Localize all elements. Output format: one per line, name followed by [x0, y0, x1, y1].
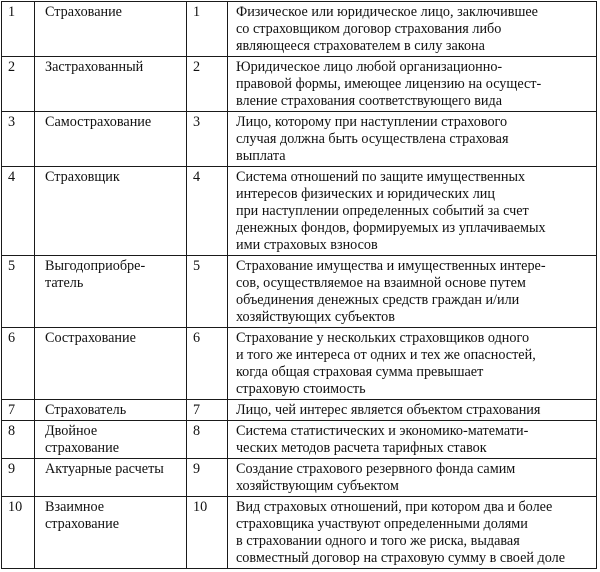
term-line: Взаимное: [45, 499, 105, 515]
term-cell: [35, 112, 187, 167]
definition-line: при наступлении определенных событий за счет: [236, 203, 529, 219]
table-row: [2, 167, 597, 256]
definition-line: Страхование имущества и имущественных интере-: [236, 258, 546, 274]
definition-line: Физическое или юридическое лицо, заключившее: [236, 4, 538, 20]
definition-line: объединения денежных средств граждан и/или: [236, 292, 520, 308]
term-line: Самострахование: [45, 114, 152, 130]
term-number: 1: [2, 2, 35, 57]
table-row: [2, 497, 597, 569]
definition-cell: [228, 2, 597, 57]
table-row: [2, 256, 597, 328]
term-cell: [35, 421, 187, 459]
term-number: 7: [2, 400, 35, 421]
definition-line: Юридическое лицо любой организационно-: [236, 59, 503, 75]
definition-line: Создание страхового резервного фонда самим: [236, 461, 516, 477]
definition-number: 9: [187, 459, 228, 497]
term-line: Страхование: [45, 4, 122, 20]
definition-line: и того же интереса от одних и тех же опасностей,: [236, 347, 536, 363]
definition-line: выплата: [236, 148, 286, 164]
definition-line: интересов физических и юридических лиц: [236, 186, 495, 202]
definition-line: Страхование у нескольких страховщиков одного: [236, 330, 530, 346]
term-number: 4: [2, 167, 35, 256]
table-row: [2, 57, 597, 112]
definition-number: 3: [187, 112, 228, 167]
term-cell: [35, 57, 187, 112]
term-cell: [35, 256, 187, 328]
term-line: татель: [45, 275, 84, 291]
definition-line: правовой формы, имеющее лицензию на осущест-: [236, 76, 542, 92]
matching-table: [1, 1, 597, 569]
table-row: [2, 112, 597, 167]
definition-line: случая должна быть осуществлена страховая: [236, 131, 509, 147]
table-row: [2, 421, 597, 459]
definition-number: 5: [187, 256, 228, 328]
definition-line: когда общая страховая сумма превышает: [236, 364, 484, 380]
definition-line: со страховщиком договор страхования либо: [236, 21, 502, 37]
table-row: [2, 400, 597, 421]
term-line: Страхователь: [45, 402, 127, 418]
term-line: Сострахование: [45, 330, 136, 346]
definition-number: 2: [187, 57, 228, 112]
definition-cell: [228, 400, 597, 421]
term-cell: [35, 2, 187, 57]
definition-cell: [228, 421, 597, 459]
term-cell: [35, 400, 187, 421]
term-number: 5: [2, 256, 35, 328]
definition-line: сов, осуществляемое на взаимной основе путем: [236, 275, 526, 291]
term-cell: [35, 328, 187, 400]
table-body: [2, 2, 597, 569]
definition-cell: [228, 256, 597, 328]
definition-cell: [228, 112, 597, 167]
definition-line: Лицо, которому при наступлении страхового: [236, 114, 508, 130]
term-number: 10: [2, 497, 35, 569]
definition-number: 6: [187, 328, 228, 400]
definition-line: Система статистических и экономико-математи-: [236, 423, 529, 439]
definition-number: 10: [187, 497, 228, 569]
definition-number: 4: [187, 167, 228, 256]
definition-cell: [228, 57, 597, 112]
definition-cell: [228, 328, 597, 400]
definition-line: в страховании одного и того же риска, выдавая: [236, 533, 520, 549]
term-line: Страховщик: [45, 169, 120, 185]
definition-cell: [228, 167, 597, 256]
definition-number: 7: [187, 400, 228, 421]
term-number: 2: [2, 57, 35, 112]
definition-line: хозяйствующим субъектом: [236, 478, 399, 494]
definition-line: совместный договор на страховую сумму в своей доле: [236, 550, 566, 566]
term-line: Выгодоприобре-: [45, 258, 146, 274]
definition-line: страховщика участвуют определенными долями: [236, 516, 528, 532]
definition-line: ими страховых взносов: [236, 237, 378, 253]
term-number: 3: [2, 112, 35, 167]
definition-line: вление страхования соответствующего вида: [236, 93, 503, 109]
term-line: Двойное: [45, 423, 98, 439]
definition-line: Вид страховых отношений, при котором два и более: [236, 499, 553, 515]
term-number: 6: [2, 328, 35, 400]
definition-line: страховую стоимость: [236, 381, 366, 397]
term-cell: [35, 167, 187, 256]
definition-number: 1: [187, 2, 228, 57]
definition-line: являющееся страхователем в силу закона: [236, 38, 485, 54]
definition-number: 8: [187, 421, 228, 459]
term-line: страхование: [45, 440, 119, 456]
term-number: 8: [2, 421, 35, 459]
term-line: страхование: [45, 516, 119, 532]
term-number: 9: [2, 459, 35, 497]
definition-line: хозяйствующих субъектов: [236, 309, 395, 325]
table-row: [2, 328, 597, 400]
table-row: [2, 459, 597, 497]
definition-cell: [228, 497, 597, 569]
definition-line: денежных фондов, формируемых из уплачиваемых: [236, 220, 546, 236]
term-line: Актуарные расчеты: [45, 461, 164, 477]
table-row: [2, 2, 597, 57]
definition-cell: [228, 459, 597, 497]
term-cell: [35, 459, 187, 497]
definition-line: Лицо, чей интерес является объектом страхования: [236, 402, 541, 418]
term-cell: [35, 497, 187, 569]
definition-line: ческих методов расчета тарифных ставок: [236, 440, 487, 456]
term-line: Застрахованный: [45, 59, 144, 75]
definition-line: Система отношений по защите имущественных: [236, 169, 526, 185]
